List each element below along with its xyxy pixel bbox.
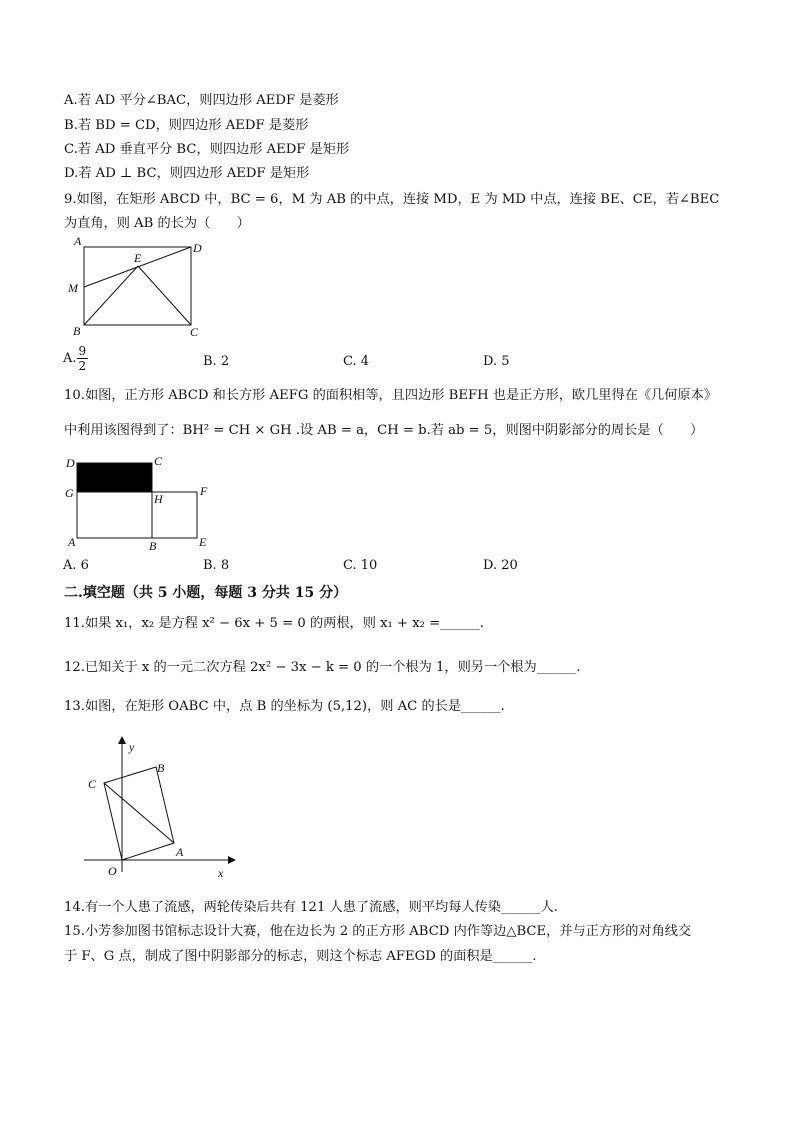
- q10-label-b: B: [149, 539, 157, 552]
- q13-diagonal-ac: [104, 783, 174, 843]
- q9-segment-be: [84, 266, 138, 325]
- q9-option-a-denominator: 2: [78, 359, 87, 373]
- q9-stem-line2: 为直角，则 AB 的长为（ ）: [64, 216, 250, 231]
- q15-stem-line2: 于 F、G 点，制成了图中阴影部分的标志，则这个标志 AFEGD 的面积是______.: [64, 949, 537, 964]
- q10-shaded-rectangle-gdch: [77, 463, 152, 492]
- q10-option-c: C. 10: [343, 558, 378, 573]
- q9-option-a-prefix: A.: [63, 351, 77, 366]
- q13-label-y: y: [129, 740, 135, 754]
- q10-label-d: D: [66, 456, 75, 470]
- q8-option-d: D.若 AD ⊥ BC，则四边形 AEDF 是矩形: [64, 166, 310, 181]
- q13-label-a: A: [176, 845, 184, 859]
- q9-option-b: B. 2: [203, 354, 230, 369]
- q10-label-e: E: [199, 535, 207, 549]
- q10-label-h: H: [154, 492, 163, 506]
- q10-option-d: D. 20: [483, 558, 518, 573]
- q8-option-b: B.若 BD = CD，则四边形 AEDF 是菱形: [64, 118, 309, 133]
- q9-label-d: D: [193, 241, 202, 255]
- q13-label-o: O: [108, 864, 117, 878]
- q10-option-a: A. 6: [63, 558, 89, 573]
- q9-option-a: [63, 344, 88, 373]
- q13-label-x: x: [218, 866, 224, 880]
- q15-stem-line1: 15.小芳参加图书馆标志设计大赛，他在边长为 2 的正方形 ABCD 内作等边△BCE，并与正方形的对角线交: [64, 924, 692, 939]
- q14-text: 14.有一个人患了流感，两轮传染后共有 121 人患了流感，则平均每人传染______人.: [64, 900, 558, 915]
- q9-stem-line1: 9.如图，在矩形 ABCD 中，BC = 6，M 为 AB 的中点，连接 MD，E 为 MD 中点，连接 BE、CE，若∠BEC: [64, 192, 720, 207]
- q9-segment-ce: [138, 266, 191, 325]
- q9-option-a-numerator: 9: [78, 344, 87, 358]
- q10-stem-line2: 中利用该图得到了：BH² = CH × GH .设 AB = a，CH = b.若 ab = 5，则图中阴影部分的周长是（ ）: [64, 423, 704, 438]
- q9-label-a: A: [74, 234, 82, 248]
- q10-rectangle-aefg: [77, 492, 197, 538]
- q13-figure: [80, 732, 240, 882]
- q9-label-m: M: [68, 281, 78, 295]
- q13-label-b: B: [157, 761, 165, 775]
- q13-text: 13.如图，在矩形 OABC 中，点 B 的坐标为 (5,12)，则 AC 的长是______.: [64, 699, 505, 714]
- q10-label-f: F: [200, 484, 208, 498]
- q9-option-d: D. 5: [483, 354, 510, 369]
- q12-text: 12.已知关于 x 的一元二次方程 2x² − 3x − k = 0 的一个根为 1，则另一个根为______.: [64, 660, 581, 675]
- q10-option-b: B. 8: [203, 558, 230, 573]
- q9-label-e: E: [134, 251, 142, 265]
- q10-figure: [60, 452, 220, 552]
- q8-option-c: C.若 AD 垂直平分 BC，则四边形 AEDF 是矩形: [64, 142, 350, 157]
- q8-option-a: A.若 AD 平分∠BAC，则四边形 AEDF 是菱形: [64, 93, 339, 108]
- q11-text: 11.如果 x₁，x₂ 是方程 x² − 6x + 5 = 0 的两根，则 x₁ + x₂ =______.: [64, 616, 484, 631]
- section-2-heading: 二.填空题（共 5 小题，每题 3 分共 15 分）: [64, 585, 348, 601]
- q9-label-b: B: [73, 324, 81, 338]
- q9-option-c: C. 4: [343, 354, 370, 369]
- q10-label-c: C: [154, 454, 163, 468]
- q9-label-c: C: [190, 325, 199, 339]
- q10-label-a: A: [68, 535, 76, 549]
- q9-figure: [62, 234, 212, 342]
- q10-label-g: G: [65, 486, 74, 500]
- q13-label-c: C: [88, 777, 97, 791]
- q9-option-a-fraction: [77, 344, 89, 373]
- q10-stem-line1: 10.如图，正方形 ABCD 和长方形 AEFG 的面积相等，且四边形 BEFH 也是正方形，欧几里得在《几何原本》: [64, 388, 717, 403]
